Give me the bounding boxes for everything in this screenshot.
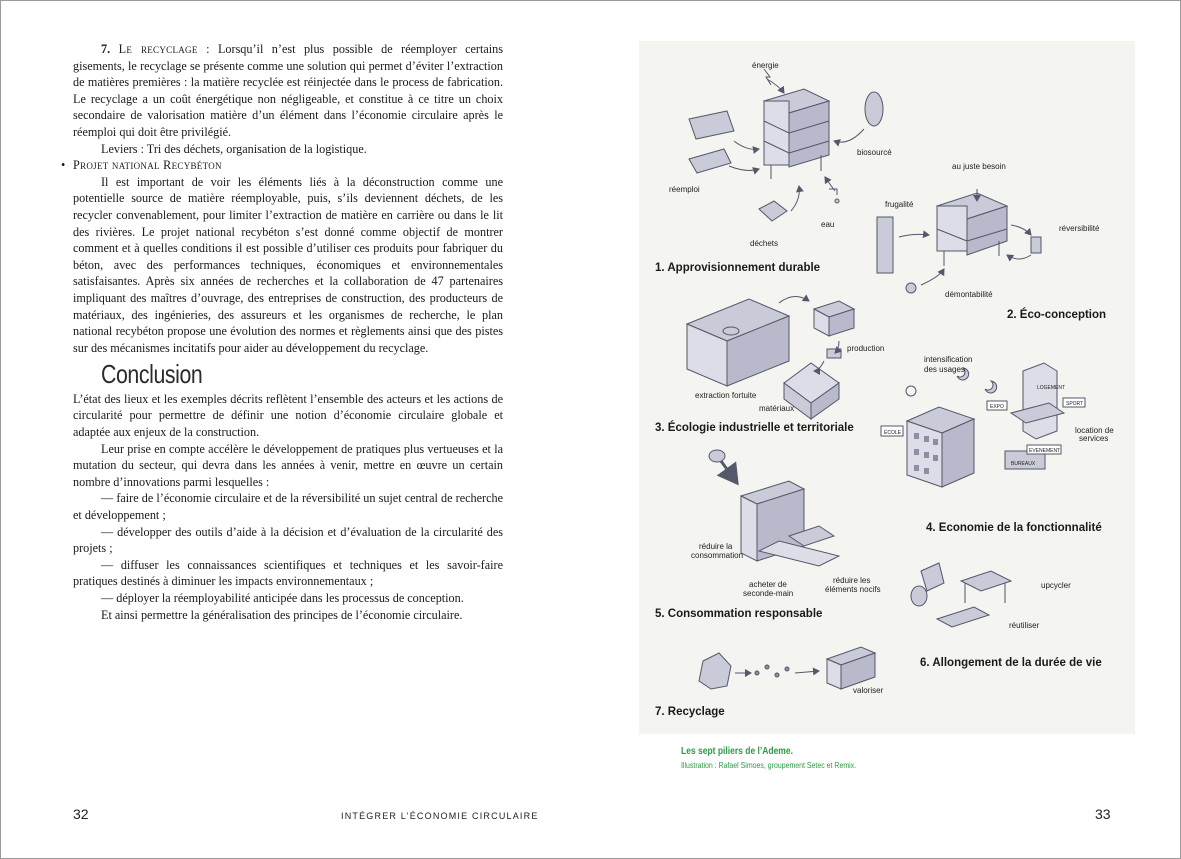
building-sketch-2 [937,193,1007,266]
label-reduire-nocifs: réduire les [833,576,871,585]
label-au-juste-besoin: au juste besoin [952,162,1006,171]
label-extraction-fortuite: extraction fortuite [695,391,757,400]
leaf-icon [865,92,883,126]
sign-evenement-text: EVENEMENT [1029,448,1061,454]
label-energie: énergie [752,61,779,70]
desk-icon [961,571,1011,591]
label-biosource: biosourcé [857,148,892,157]
ibeam-icon [937,607,989,627]
booth-sketch [1011,363,1064,439]
item-term: Le recyclage [118,42,198,56]
label-eau: eau [821,220,835,229]
caption-credit: Illustration : Rafael Simoes, groupement Setec et Remix. [681,760,857,770]
label-materiaux: matériaux [759,404,795,413]
label-acheter: seconde-main [743,589,794,598]
pillar-title: 6. Allongement de la durée de vie [920,657,1102,669]
item-number: 7. [101,42,111,56]
pillar-title: 4. Economie de la fonctionnalité [926,522,1102,534]
beam-icon [689,149,731,173]
balloon-icon [709,450,725,462]
illustration-svg [639,41,1135,734]
lightning-icon [764,69,771,85]
label-reemploi: réemploi [669,185,700,194]
rubble-icon [759,201,787,221]
dash-item: — diffuser les connaissances scientifiques et techniques et les savoir-faire pratiques destinés à diminuer les impacts environnementaux ; [73,557,503,589]
page-number-left: 32 [73,806,89,822]
closing-paragraph: Et ainsi permettre la généralisation des principes de l’économie circulaire. [101,607,463,622]
conclusion-paragraph-1: L’état des lieux et les exemples décrits reflètent l’ensemble des acteurs et les actions de circularité pour permettre de définir une notion d’économie circulaire globale et adaptée aux enjeux de la construction. [73,391,503,440]
pillar-title: 1. Approvisionnement durable [655,262,821,274]
sign-logement-text: LOGEMENT [1037,385,1066,391]
production-block-icon [827,349,841,358]
label-reutiliser: réutiliser [1009,621,1040,630]
label-location: services [1079,434,1109,443]
pillar-title: 7. Recyclage [655,706,725,718]
label-reduire-consommation: consommation [691,551,744,560]
label-upcycler: upcycler [1041,581,1071,590]
factory-sketch [687,299,789,386]
label-demontabilite: démontabilité [945,290,993,299]
water-drop-icon [835,199,839,203]
leviers-line: Leviers : Tri des déchets, organisation de la logistique. [101,141,367,156]
ring-icon [911,586,927,606]
particles-icon [755,665,789,677]
conclusion-heading: Conclusion [101,359,203,390]
label-production: production [847,344,885,353]
rubble-icon [699,653,731,689]
paragraph-recyclage [73,41,503,141]
sun-icon [906,386,916,396]
sign-expo-text: EXPO [990,404,1004,410]
panel-icon [877,217,893,273]
dash-item: — développer des outils d’aide à la décision et d’évaluation de la circularité des projets ; [73,524,503,556]
label-intensification: intensification [924,355,973,364]
label-frugalite: frugalité [885,200,914,209]
key-icon [1031,237,1041,253]
faucet-icon [829,189,837,195]
conclusion-paragraph-2: Leur prise en compte accélère le développement de pratiques plus vertueuses et la mutation du secteur, qui devra dans les années à venir, mettre en œuvre un certain nombre d’innovations parmi lesquelles : [73,441,503,489]
running-head: INTÉGRER L’ÉCONOMIE CIRCULAIRE [341,811,539,821]
arrow-down [721,461,737,483]
left-page-text [73,41,503,623]
pillar-title: 3. Écologie industrielle et territoriale [655,422,854,434]
moon-icon [985,381,997,393]
building-sketch-1 [764,89,829,179]
page-number-right: 33 [1095,806,1111,822]
sign-ecole-text: ÉCOLE [884,430,901,436]
item-text: : Lorsqu’il n’est plus possible de réemployer certains gisements, le recyclage se présente comme une solution qui permet d’éviter l’extraction de matières premières : la matière recyclée est réinjectée dans le process de fabrication. Le recyclage a un coût énergétique non négligeable, et constitue à ce titre un choix secondaire de valorisation matière d’un élément dans l’économie circulaire après le réemploi qui doit être privilégié. [73,42,504,139]
dash-item: — faire de l’économie circulaire et de la réversibilité un sujet central de recherche et développement ; [73,491,503,523]
bolt-icon [906,283,916,293]
figure-caption [681,746,895,770]
paragraph-recybeton: Il est important de voir les éléments liés à la déconstruction comme une potentielle source de matière réemployable, puis, s’ils deviennent déchets, de les recycler convenablement, pour limiter l’extraction de matière en carrière ou dans le lit des rivières. Le projet national recybéton s’est donné comme objectif de montrer comment et à quelles conditions il est possible d’utiliser ces produits pour fabriquer du béton, avec des performances techniques, économiques et environnementales satisfaisantes. Après six années de recherches et la collaboration de 47 partenaires impliquant des maîtres d’ouvrage, des entreprises de construction, des producteurs de matériaux, des ingénieries, des assureurs et les organismes de recherche, le plan national recybéton propose une évolution des normes et règlements ainsi que des pistes sur des mécanismes incitatifs pour aider au développement du recyclage. [73,174,503,355]
pillar-title: 5. Consommation responsable [655,608,823,620]
ademe-pillars-illustration [639,41,1135,734]
bullet-recybeton: • Projet national Recybéton [73,157,503,174]
label-reduire-consommation: réduire la [699,542,733,551]
label-reduire-nocifs: éléments nocifs [825,585,881,594]
dash-item: — déployer la réemployabilité anticipée dans les processus de conception. [101,591,464,605]
pillar-title: 2. Éco-conception [1007,309,1107,321]
label-location: location de [1075,426,1114,435]
sign-sport-text: SPORT [1066,401,1084,407]
corrugated-sheet-icon [689,111,734,139]
caption-title: Les sept piliers de l’Ademe. [681,746,793,757]
label-reversibilite: réversibilité [1059,224,1100,233]
label-dechets: déchets [750,239,779,248]
building-sketch-4 [907,407,974,487]
label-valoriser: valoriser [853,686,884,695]
label-acheter: acheter de [749,580,787,589]
toilet-icon [921,563,944,591]
bricks-icon [814,301,854,336]
sign-bureau-text: BUREAUX [1011,461,1036,467]
label-intensification: des usages [924,365,965,374]
